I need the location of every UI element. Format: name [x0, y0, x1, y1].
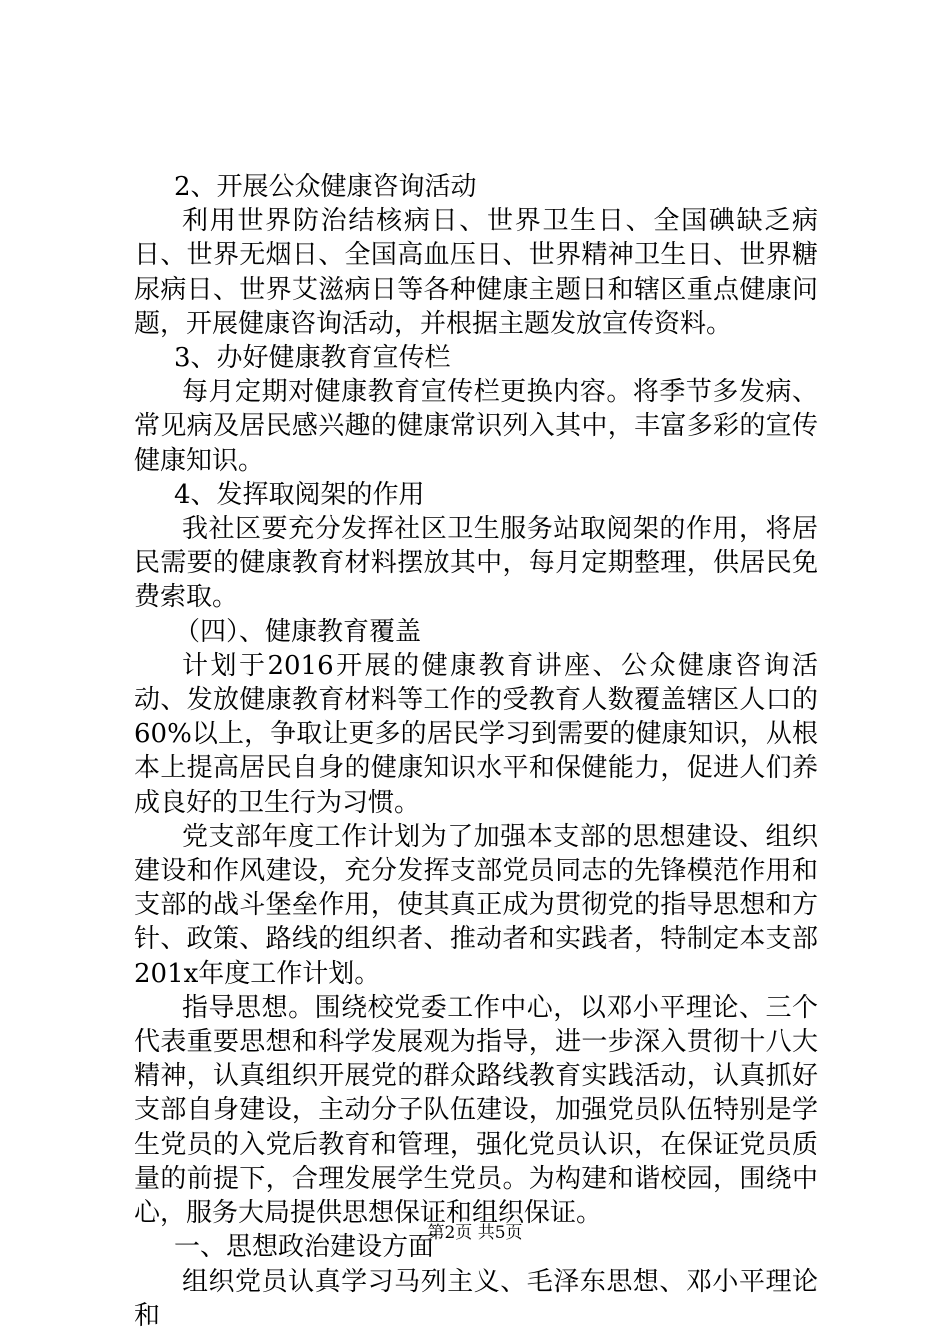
body-paragraph: 党支部年度工作计划为了加强本支部的思想建设、组织建设和作风建设，充分发挥支部党员同志的先锋模范作用和支部的战斗堡垒作用，使其真正成为贯彻党的指导思想和方针、政策、路线的组织者、推动者和实践者，特制定本支部201x年度工作计划。	[134, 821, 818, 989]
section-heading: 4、发挥取阅架的作用	[174, 479, 425, 510]
page-footer: 第2页 共5页	[427, 1223, 523, 1243]
section-heading: （四）、健康教育覆盖	[174, 616, 422, 647]
body-paragraph: 每月定期对健康教育宣传栏更换内容。将季节多发病、常见病及居民感兴趣的健康常识列入其中，丰富多彩的宣传健康知识。	[134, 377, 818, 476]
section-heading: 3、办好健康教育宣传栏	[174, 343, 451, 374]
body-paragraph: 指导思想。围绕校党委工作中心，以邓小平理论、三个代表重要思想和科学发展观为指导，进一步深入贯彻十八大精神，认真组织开展党的群众路线教育实践活动，认真抓好支部自身建设，主动分子队伍建设，加强党员队伍特别是学生党员的入党后教育和管理，强化党员认识，在保证党员质量的前提下，合理发展学生党员。为构建和谐校园，围绕中心，服务大局提供思想保证和组织保证。	[134, 992, 818, 1229]
document-body	[134, 170, 818, 1333]
body-paragraph: 组织党员认真学习马列主义、毛泽东思想、邓小平理论和	[134, 1266, 818, 1331]
section-heading: 2、开展公众健康咨询活动	[174, 172, 477, 202]
body-paragraph: 我社区要充分发挥社区卫生服务站取阅架的作用，将居民需要的健康教育材料摆放其中，每月定期整理，供居民免费索取。	[134, 514, 818, 613]
body-paragraph: 计划于2016开展的健康教育讲座、公众健康咨询活动、发放健康教育材料等工作的受教育人数覆盖辖区人口的60%以上，争取让更多的居民学习到需要的健康知识，从根本上提高居民自身的健康知识水平和保健能力，促进人们养成良好的卫生行为习惯。	[134, 650, 818, 818]
body-paragraph: 利用世界防治结核病日、世界卫生日、全国碘缺乏病日、世界无烟日、全国高血压日、世界精神卫生日、世界糖尿病日、世界艾滋病日等各种健康主题日和辖区重点健康问题，开展健康咨询活动，并根据主题发放宣传资料。	[134, 206, 818, 339]
section-heading: 一、思想政治建设方面	[174, 1232, 435, 1263]
